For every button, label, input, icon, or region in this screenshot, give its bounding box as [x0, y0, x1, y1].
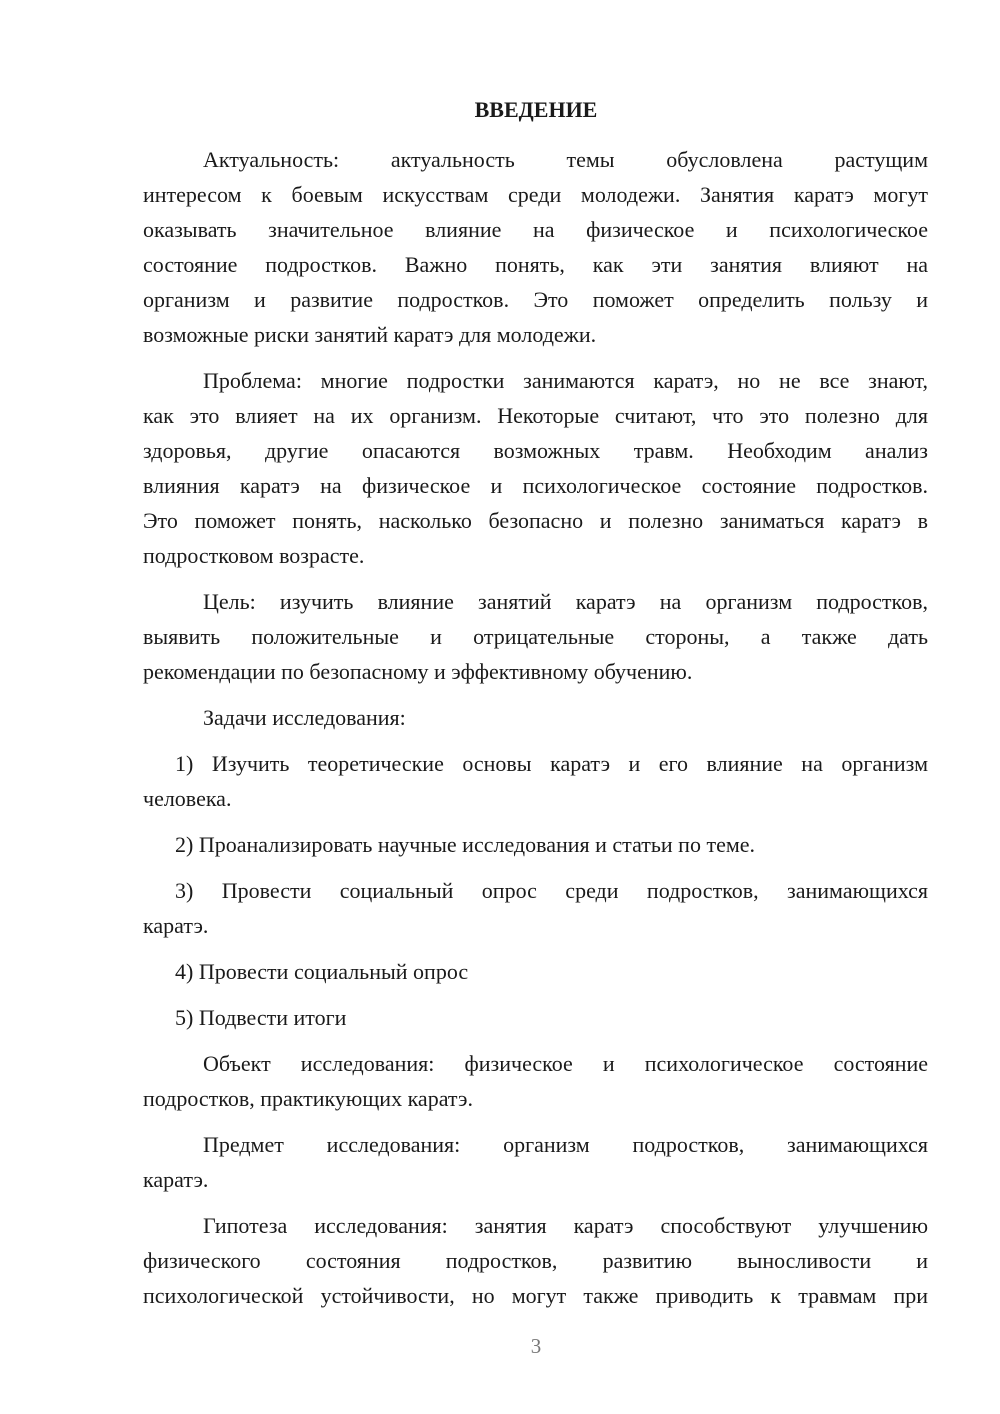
- text-line: Предмет исследования: организм подростков, занимающихся: [203, 1132, 928, 1157]
- text-line: 1) Изучить теоретические основы каратэ и его влияние на организм: [175, 751, 928, 776]
- paragraph: [143, 1208, 928, 1313]
- text-line: каратэ.: [143, 1167, 209, 1192]
- text-line: 3) Провести социальный опрос среди подростков, занимающихся: [175, 878, 928, 903]
- paragraph: [143, 142, 928, 352]
- paragraph: [143, 1000, 928, 1035]
- text-line: интересом к боевым искусствам среди молодежи. Занятия каратэ могут: [143, 182, 928, 207]
- text-line: как это влияет на их организм. Некоторые считают, что это полезно для: [143, 403, 928, 428]
- text-line: оказывать значительное влияние на физическое и психологическое: [143, 217, 928, 242]
- text-line: подростковом возрасте.: [143, 543, 365, 568]
- text-line: рекомендации по безопасному и эффективному обучению.: [143, 659, 693, 684]
- paragraph: [143, 700, 928, 735]
- text-line: 5) Подвести итоги: [175, 1005, 347, 1030]
- text-line: психологической устойчивости, но могут также приводить к травмам при: [143, 1283, 928, 1308]
- text-line: каратэ.: [143, 913, 209, 938]
- text-line: выявить положительные и отрицательные стороны, а также дать: [143, 624, 928, 649]
- text-line: возможные риски занятий каратэ для молодежи.: [143, 322, 597, 347]
- text-line: Гипотеза исследования: занятия каратэ способствуют улучшению: [203, 1213, 928, 1238]
- text-line: подростков, практикующих каратэ.: [143, 1086, 473, 1111]
- text-line: здоровья, другие опасаются возможных травм. Необходим анализ: [143, 438, 928, 463]
- text-line: состояние подростков. Важно понять, как эти занятия влияют на: [143, 252, 928, 277]
- paragraph: [143, 873, 928, 943]
- paragraph: [143, 1127, 928, 1197]
- text-line: влияния каратэ на физическое и психологическое состояние подростков.: [143, 473, 928, 498]
- paragraph: [143, 1046, 928, 1116]
- text-line: 4) Провести социальный опрос: [175, 959, 469, 984]
- paragraph: [143, 954, 928, 989]
- text-line: организм и развитие подростков. Это поможет определить пользу и: [143, 287, 928, 312]
- paragraph: [143, 746, 928, 816]
- text-line: 2) Проанализировать научные исследования и статьи по теме.: [175, 832, 756, 857]
- text-line: Проблема: многие подростки занимаются каратэ, но не все знают,: [203, 368, 928, 393]
- text-line: Актуальность: актуальность темы обусловлена растущим: [203, 147, 928, 172]
- paragraph: [143, 363, 928, 573]
- text-line: Это поможет понять, насколько безопасно и полезно заниматься каратэ в: [143, 508, 928, 533]
- text-line: человека.: [143, 786, 232, 811]
- paragraph: [143, 827, 928, 862]
- text-line: Объект исследования: физическое и психологическое состояние: [203, 1051, 928, 1076]
- page-title: ВВЕДЕНИЕ: [474, 97, 598, 122]
- text-line: физического состояния подростков, развитию выносливости и: [143, 1248, 928, 1273]
- text-line: Цель: изучить влияние занятий каратэ на организм подростков,: [203, 589, 928, 614]
- page-number: 3: [530, 1334, 542, 1358]
- paragraph: [143, 584, 928, 689]
- document-body: [143, 142, 928, 1324]
- text-line: Задачи исследования:: [203, 705, 406, 730]
